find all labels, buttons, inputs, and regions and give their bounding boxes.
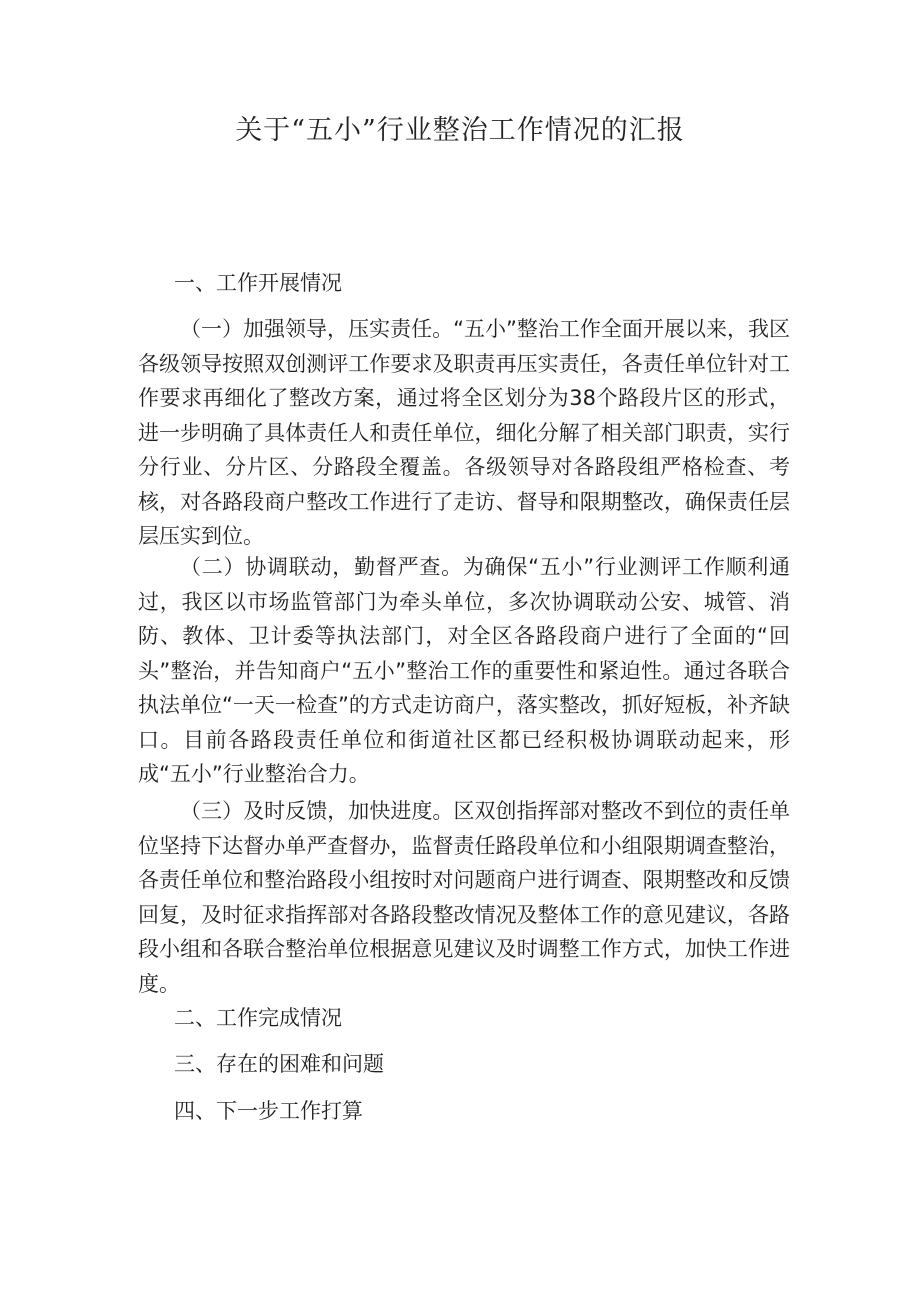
paragraph-2: （二）协调联动，勤督严查。为确保“五小”行业测评工作顺利通过，我区以市场监管部门为牵头单位，多次协调联动公安、城管、消防、教体、卫计委等执法部门，对全区各路段商户进行了全面的“回头”整治，并告知商户“五小”整治工作的重要性和紧迫性。通过各联合执法单位“一天一检查”的方式走访商户，落实整改，抓好短板，补齐缺口。目前各路段责任单位和街道社区都已经积极协调联动起来，形成“五小”行业整治合力。 [138, 555, 790, 786]
section-4-heading: 四、下一步工作打算 [174, 1099, 363, 1123]
paragraph-3: （三）及时反馈，加快进度。区双创指挥部对整改不到位的责任单位坚持下达督办单严查督办，监督责任路段单位和小组限期调查整治，各责任单位和整治路段小组按时对问题商户进行调查、限期整改和反馈回复，及时征求指挥部对各路段整改情况及整体工作的意见建议，各路段小组和各联合整治单位根据意见建议及时调整工作方式，加快工作进度。 [138, 799, 790, 996]
section-3-heading: 三、存在的困难和问题 [174, 1052, 384, 1076]
paragraph-1: （一）加强领导，压实责任。“五小”整治工作全面开展以来，我区各级领导按照双创测评工作要求及职责再压实责任，各责任单位针对工作要求再细化了整改方案，通过将全区划分为38个路段片区的形式，进一步明确了具体责任人和责任单位，细化分解了相关部门职责，实行分行业、分片区、分路段全覆盖。各级领导对各路段组严格检查、考核，对各路段商户整改工作进行了走访、督导和限期整改，确保责任层层压实到位。 [138, 317, 790, 548]
section-2-heading: 二、工作完成情况 [174, 1006, 342, 1030]
document-title: 关于“五小”行业整治工作情况的汇报 [235, 115, 685, 146]
section-1-heading: 一、工作开展情况 [174, 271, 342, 295]
